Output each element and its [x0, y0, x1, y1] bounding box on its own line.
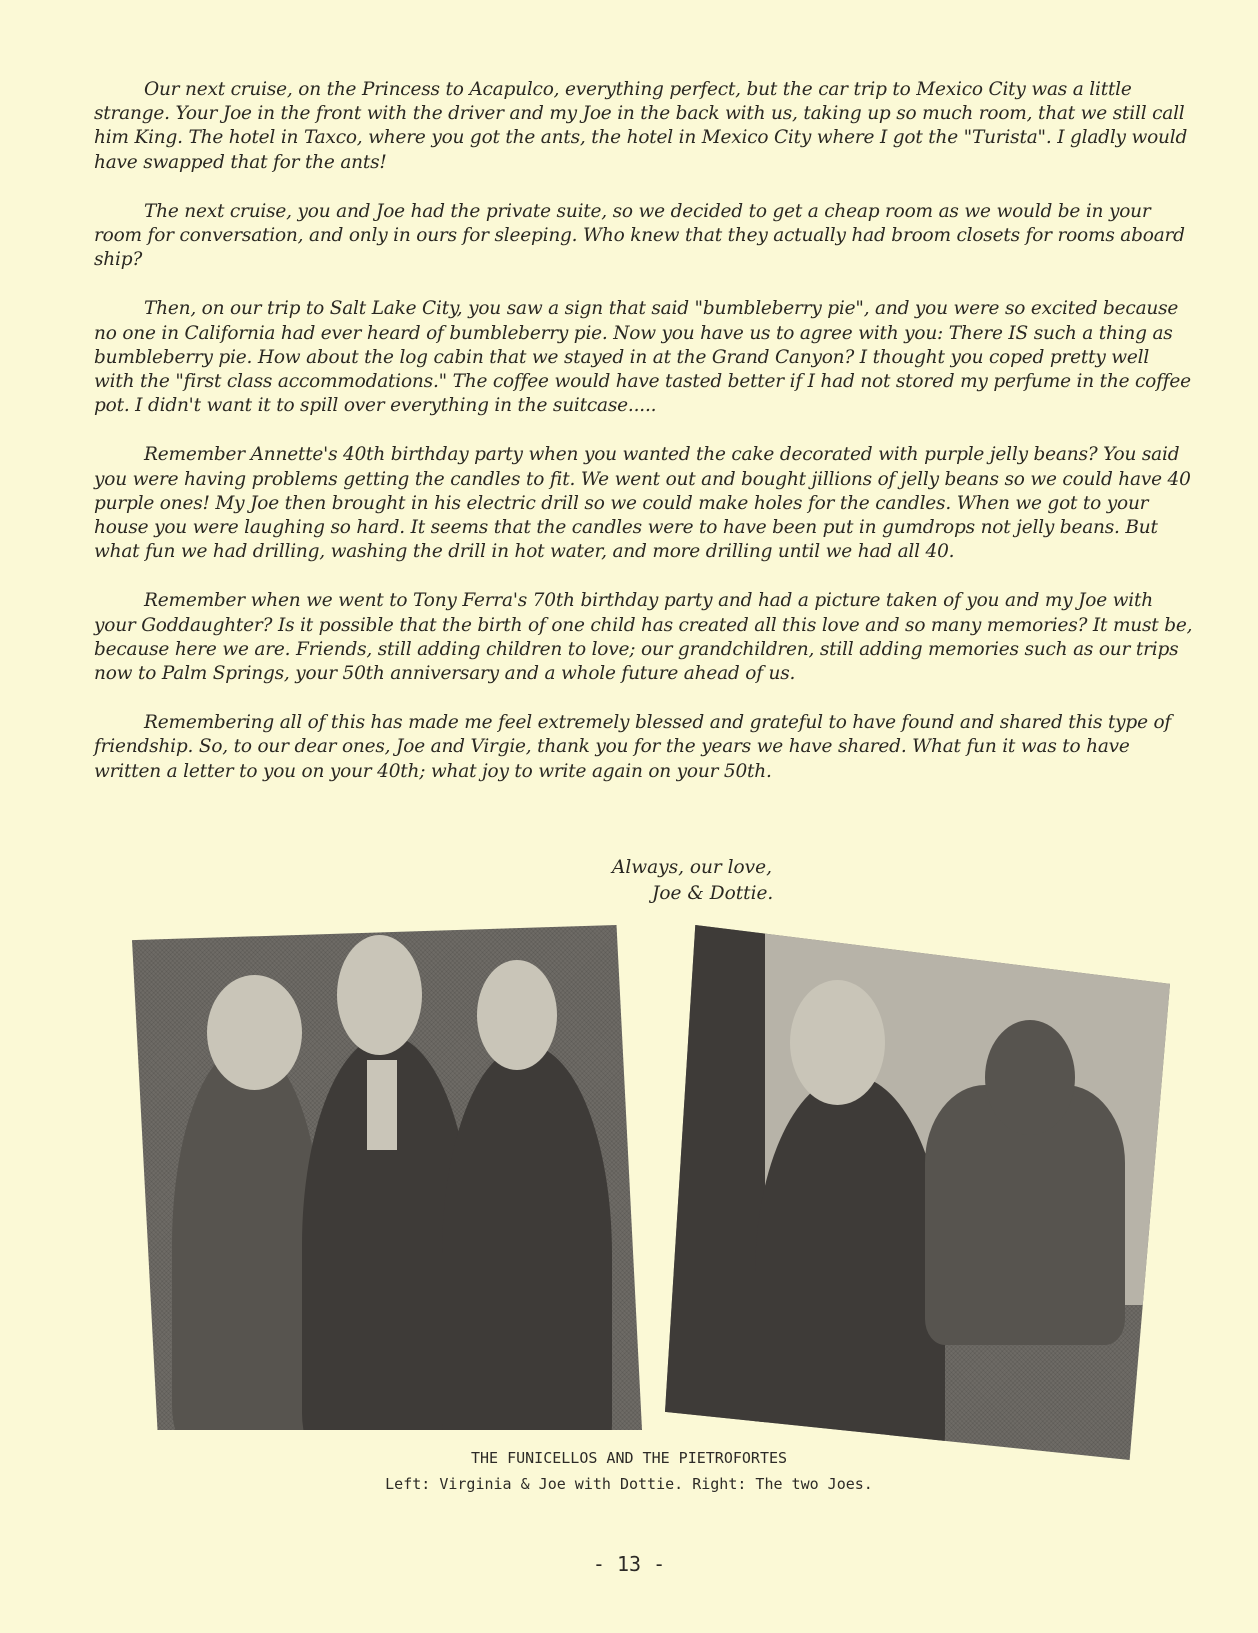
face-man-center: [337, 935, 422, 1055]
face-man-right: [985, 1020, 1075, 1135]
shirt-front: [367, 1060, 397, 1150]
photo-left: [132, 925, 642, 1430]
paragraph-tony-ferra-birthday: Remember when we went to Tony Ferra's 70th birthday party and had a picture taken of you and my Joe with your Goddaughter? Is it possible that the birth of one child has created all this love and so many memories? It must be, because here we are. Friends, still adding children to love; our grandchildren, still adding memories such as our trips now to Palm Springs, your 50th anniversary and a whole future ahead of us.: [94, 590, 1193, 685]
signature-name: Joe & Dottie.: [652, 883, 774, 904]
door-frame: [665, 925, 765, 1460]
paragraph-salt-lake-city: Then, on our trip to Salt Lake City, you saw a sign that said "bumbleberry pie", and you were so excited because no one in California had ever heard of bumbleberry pie. Now you have us to agree with you: There IS such a thing as bumbleberry pie. How about the log cabin that we stayed in at the Grand Canyon? I thought you coped pretty well with the "first class accommodations." The coffee would have tasted better if I had not stored my perfume in the coffee pot. I didn't want it to spill over everything in the suitcase.....: [94, 298, 1191, 417]
paragraph-private-suite: The next cruise, you and Joe had the private suite, so we decided to get a cheap room as we would be in your room for conversation, and only in ours for sleeping. Who knew that they actually had broom closets for rooms aboard ship?: [94, 200, 1185, 271]
letter-body: [94, 78, 1194, 809]
face-woman-right: [477, 960, 557, 1070]
face-man-left: [790, 980, 885, 1105]
paragraph-acapulco-cruise: Our next cruise, on the Princess to Acapulco, everything perfect, but the car trip to Mexico City was a little strange. Your Joe in the front with the driver and my Joe in the back with us, taking up so much room, that we still call him King. The hotel in Taxco, where you got the ants, the hotel in Mexico City where I got the "Turista". I gladly would have swapped that for the ants!: [94, 79, 1188, 173]
paragraph-annette-birthday: Remember Annette's 40th birthday party when you wanted the cake decorated with purple jelly beans? You said you were having problems getting the candles to fit. We went out and bought jillions of jelly beans so we could have 40 purple ones! My Joe then brought in his electric drill so we could make holes for the candles. When we got to your house you were laughing so hard. It seems that the candles were to have been put in gumdrops not jelly beans. But what fun we had drilling, washing the drill in hot water, and more drilling until we had all 40.: [94, 444, 1191, 563]
signature-block: [612, 855, 773, 907]
figure-woman-left: [172, 1045, 322, 1430]
face-woman-left: [207, 975, 302, 1090]
paragraph-closing-thoughts: Remembering all of this has made me feel extremely blessed and grateful to have found and shared this type of friendship. So, to our dear ones, Joe and Virgie, thank you for the years we have shared. What fun it was to have written a letter to you on your 40th; what joy to write again on your 50th.: [94, 712, 1172, 782]
photo-caption-subtitle: Left: Virginia & Joe with Dottie. Right: The two Joes.: [385, 1475, 873, 1493]
photo-right: [665, 925, 1170, 1460]
figure-man-left: [755, 1075, 945, 1460]
figure-woman-right: [442, 1045, 612, 1430]
photo-caption-title: THE FUNICELLOS AND THE PIETROFORTES: [470, 1449, 788, 1467]
closing-line: Always, our love,: [612, 857, 772, 878]
page-number: - 13 -: [592, 1552, 666, 1576]
